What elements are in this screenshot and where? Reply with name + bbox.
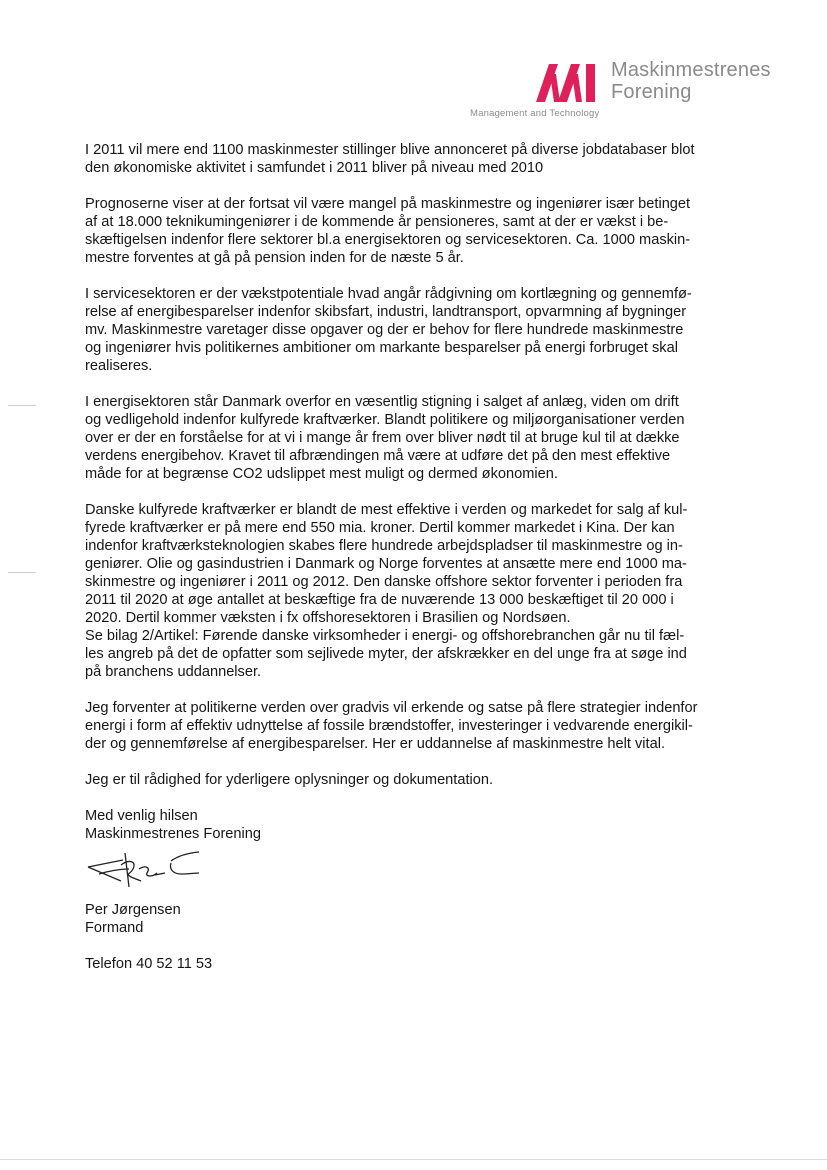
signer-name: Per Jørgensen [85,902,181,918]
signature [85,843,747,901]
handwritten-signature-icon [85,847,205,893]
organization-tagline: Management and Technology [470,108,600,119]
paragraph-availability: Jeg er til rådighed for yderligere oplysninger og dokumentation. [85,772,494,788]
organization-name-line2: Forening [611,81,692,103]
margin-mark [8,572,36,573]
closing-organization: Maskinmestrenes Forening [85,826,262,842]
phone-number: Telefon 40 52 11 53 [85,956,213,972]
organization-name [611,59,771,103]
paragraph-power-plants: Danske kulfyrede kraftværker er blandt de mest effektive i verden og markedet for salg af kul- fyrede kraftværker er på mere end 550 mia. kroner. Dertil kommer markedet i Kina. Der kan indenfor kraftværksteknologien skabes flere hundrede arbejdspladser til maskinmestre og in- geniører. Olie og gasindustrien i Danmark og Norge forventes at ansætte mere end 1000 ma- skinmestre og ingeniører i 2011 og 2012. Den danske offshore sektor forventer i perioden fra 2011 til 2020 at øge antallet at beskæftige fra de nuværende 13 000 beskæftiget til 20 000 i 2020. Dertil kommer væksten i fx offshoresektoren i Brasilien og Nordsøen. Se bilag 2/Artikel: Førende danske virksomheder i energi- og offshorebranchen går nu til fæl- les angreb på det de opfatter som sejlivede myter, der afskrækker en del unge fra at søge ind på branchens uddannelser. [85,502,688,680]
paragraph-job-postings: I 2011 vil mere end 1100 maskinmester stillinger blive annonceret på diverse jobdatabaser blot den økonomiske aktivitet i samfundet i 2011 bliver på niveau med 2010 [85,142,695,176]
page-bottom-rule [0,1159,827,1160]
paragraph-service-sector: I servicesektoren er der vækstpotentiale hvad angår rådgivning om kortlægning og gennemfø- relse af energibesparelser indenfor skibsfart, industri, landtransport, opvarmning af bygninger mv. Maskinmestre varetager disse opgaver og der er behov for flere hundrede maskinmestre og ingeniører hvis politikernes ambitioner om markante besparelser på energi forbruget skal realiseres. [85,286,692,374]
closing-greeting: Med venlig hilsen [85,808,198,824]
letter-body [85,141,747,973]
organization-name-line1: Maskinmestrenes [611,59,771,81]
margin-mark [8,405,36,406]
paragraph-expectations: Jeg forventer at politikerne verden over gradvis vil erkende og satse på flere strategier indenfor energi i form af effektiv udnyttelse af fossile brændstoffer, investeringer i vedvarende energikil- der og gennemførelse af energibesparelser. Her er uddannelse af maskinmestre helt vital. [85,700,698,752]
paragraph-forecasts: Prognoserne viser at der fortsat vil være mangel på maskinmestre og ingeniører især betinget af at 18.000 teknikumingeniører i de kommende år pensioneres, samt at der er vækst i be- skæftigelsen indenfor flere sektorer bl.a energisektoren og servicesektoren. Ca. 1000 maskin- mestre forventes at gå på pension inden for de næste 5 år. [85,196,691,266]
signer-title: Formand [85,920,144,936]
organization-logo [470,50,800,125]
paragraph-energy-sector: I energisektoren står Danmark overfor en væsentlig stigning i salget af anlæg, viden om drift og vedligehold indenfor kulfyrede kraftværker. Blandt politikere og miljøorganisationer verden over er der en forståelse for at vi i mange år frem over bliver nødt til at bruge kul til at dække verdens energibehov. Kravet til afbrændingen må være at udføre det på den mest effektive måde for at begrænse CO2 udslippet mest muligt og dermed økonomien. [85,394,685,482]
logo-mark-icon [536,60,602,102]
